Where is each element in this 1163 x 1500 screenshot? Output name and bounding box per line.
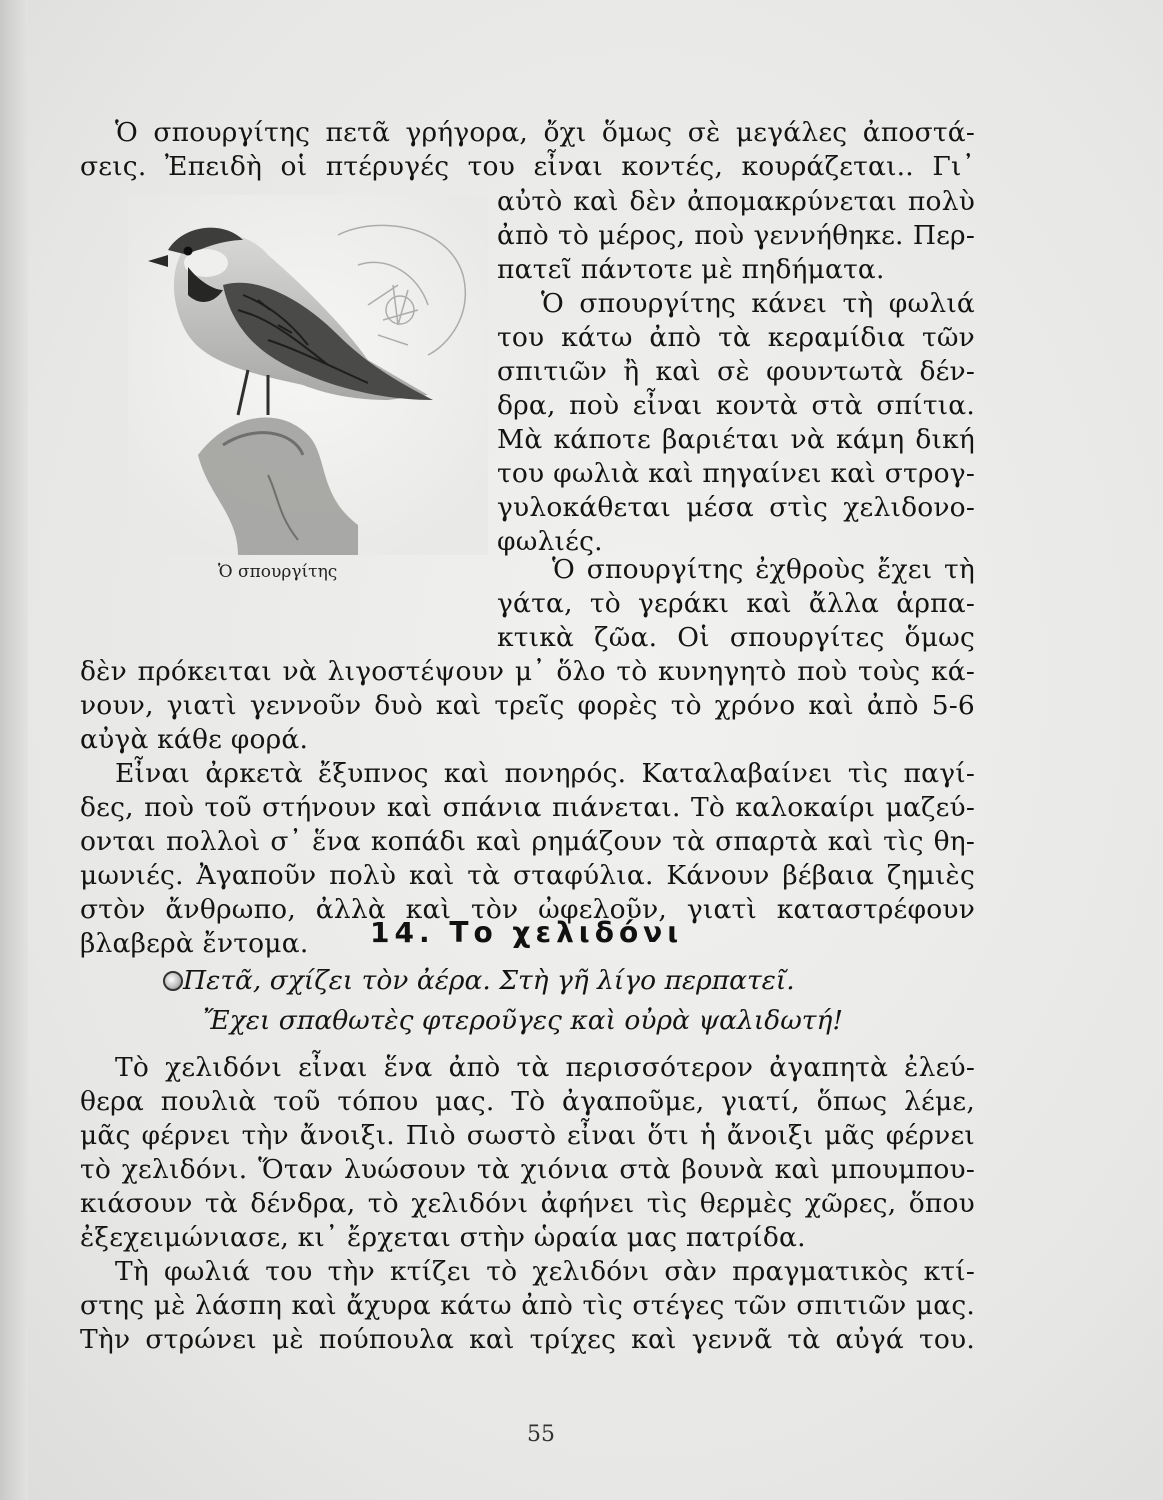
text-line: δες, ποὺ τοῦ στήνουν καὶ σπάνια πιάνεται. Τὸ καλοκαίρι μαζεύ- (80, 792, 975, 823)
text-line: Τὴ φωλιά του τὴν κτίζει τὸ χελιδόνι σὰν πραγματικὸς κτί- (115, 1256, 975, 1287)
text-line: στὸν ἄνθρωπο, ἀλλὰ καὶ τὸν ὠφελοῦν, γιατὶ καταστρέφουν (80, 894, 975, 925)
section-heading: 14. Το χελιδόνι (370, 916, 684, 949)
page-spine-shadow (0, 0, 28, 1500)
text-line: αὐγὰ κάθε φορά. (80, 724, 309, 755)
text-line: τὸ χελιδόνι. Ὅταν λυώσουν τὰ χιόνια στὰ βουνὰ καὶ μπουμπου- (80, 1154, 975, 1185)
ornament-circle-icon (163, 971, 183, 991)
text-line: δὲν πρόκειται νὰ λιγοστέψουν μ᾽ ὅλο τὸ κυνηγητὸ ποὺ τοὺς κά- (80, 656, 975, 687)
page-number: 55 (527, 1422, 555, 1447)
text-line: ἀπὸ τὸ μέρος, ποὺ γεννήθηκε. Περ- (497, 220, 975, 251)
text-line: νουν, γιατὶ γεννοῦν δυὸ καὶ τρεῖς φορὲς τὸ χρόνο καὶ ἀπὸ 5-6 (80, 690, 975, 721)
text-line: Τὸ χελιδόνι εἶναι ἕνα ἀπὸ τὰ περισσότερον ἀγαπητὰ ἐλεύ- (115, 1052, 975, 1083)
text-line: φωλιές. (497, 526, 603, 557)
text-line: ονται πολλοὶ σ᾽ ἕνα κοπάδι καὶ ρημάζουν τὰ σπαρτὰ καὶ τὶς θη- (80, 826, 975, 857)
poem-line: Ἔχει σπαθωτὲς φτεροῦγες καὶ οὐρὰ ψαλιδωτή! (203, 1005, 843, 1036)
text-line: γάτα, τὸ γεράκι καὶ ἄλλα ἁρπα- (497, 588, 975, 619)
text-line: Ὁ σπουργίτης κάνει τὴ φωλιά (541, 288, 975, 319)
text-line: του κάτω ἀπὸ τὰ κεραμίδια τῶν (497, 322, 975, 353)
text-line: κιάσουν τὰ δένδρα, τὸ χελιδόνι ἀφήνει τὶς θερμὲς χῶρες, ὅπου (80, 1188, 975, 1219)
text-line: κτικὰ ζῶα. Οἱ σπουργίτες ὅμως (497, 622, 975, 653)
text-line: βλαβερὰ ἔντομα. (80, 928, 309, 959)
text-line: ἐξεχειμώνιασε, κι᾽ ἔρχεται στὴν ὡραία μας πατρίδα. (80, 1222, 806, 1253)
text-line: πατεῖ πάντοτε μὲ πηδήματα. (497, 254, 885, 285)
text-line: θερα πουλιὰ τοῦ τόπου μας. Τὸ ἀγαποῦμε, γιατί, ὅπως λέμε, (80, 1086, 975, 1117)
text-line: Εἶναι ἀρκετὰ ἔξυπνος καὶ πονηρός. Καταλαβαίνει τὶς παγί- (115, 758, 975, 789)
text-line: Ὁ σπουργίτης ἐχθροὺς ἔχει τὴ (552, 554, 975, 585)
text-line: δρα, ποὺ εἶναι κοντὰ στὰ σπίτια. (497, 390, 975, 421)
sparrow-illustration (128, 195, 488, 555)
text-line: στης μὲ λάσπη καὶ ἄχυρα κάτω ἀπὸ τὶς στέγες τῶν σπιτιῶν μας. (80, 1290, 975, 1321)
text-line: του φωλιὰ καὶ πηγαίνει καὶ στρογ- (497, 458, 975, 489)
text-line: γυλοκάθεται μέσα στὶς χελιδονο- (497, 492, 975, 523)
text-line: σεις. Ἐπειδὴ οἱ πτέρυγές του εἶναι κοντές, κουράζεται.. Γι᾽ (80, 151, 975, 182)
text-line: αὐτὸ καὶ δὲν ἀπομακρύνεται πολὺ (497, 186, 975, 217)
text-line: μᾶς φέρνει τὴν ἄνοιξι. Πιὸ σωστὸ εἶναι ὅτι ἡ ἄνοιξι μᾶς φέρνει (80, 1120, 975, 1151)
text-line: Τὴν στρώνει μὲ πούπουλα καὶ τρίχες καὶ γεννᾶ τὰ αὐγά του. (80, 1324, 975, 1355)
text-line: Ὁ σπουργίτης πετᾶ γρήγορα, ὄχι ὅμως σὲ μεγάλες ἀποστά- (115, 117, 975, 148)
poem-line: Πετᾶ, σχίζει τὸν ἀέρα. Στὴ γῆ λίγο περπατεῖ. (183, 965, 795, 996)
text-line: Μὰ κάποτε βαριέται νὰ κάμη δική (497, 424, 975, 455)
text-line: μωνιές. Ἀγαποῦν πολὺ καὶ τὰ σταφύλια. Κάνουν βέβαια ζημιὲς (80, 860, 975, 891)
text-line: σπιτιῶν ἢ καὶ σὲ φουντωτὰ δέν- (497, 356, 975, 387)
figure-caption: Ὁ σπουργίτης (218, 562, 338, 582)
